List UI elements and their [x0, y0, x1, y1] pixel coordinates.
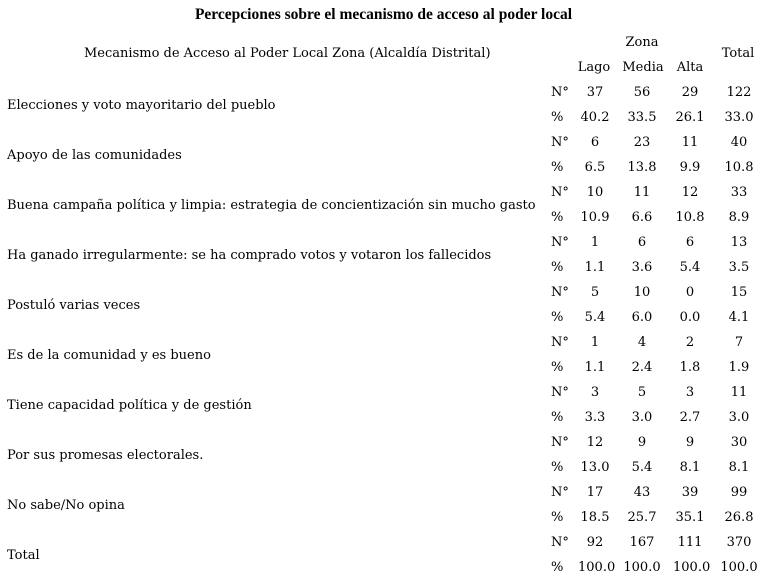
row-label: Postuló varias veces	[7, 298, 141, 313]
cell-total: 7	[734, 335, 744, 350]
cell-media: 13.8	[627, 160, 657, 175]
cell-media: 167	[629, 535, 655, 550]
cell-media: 10	[633, 285, 651, 300]
stat-percent-label: %	[551, 410, 564, 425]
cell-alta: 35.1	[675, 510, 705, 525]
cell-total: 26.8	[724, 510, 754, 525]
cell-alta: 26.1	[675, 110, 705, 125]
stat-count-label: N°	[551, 235, 569, 250]
cell-total: 370	[726, 535, 752, 550]
row-label: Es de la comunidad y es bueno	[7, 348, 211, 363]
cell-media: 100.0	[623, 560, 661, 575]
cell-media: 9	[637, 435, 647, 450]
cell-total: 100.0	[720, 560, 758, 575]
cell-alta: 111	[677, 535, 703, 550]
header-zona: Zona	[625, 35, 659, 50]
stat-percent-label: %	[551, 160, 564, 175]
cell-alta: 2.7	[679, 410, 701, 425]
cell-media: 5	[637, 385, 647, 400]
header-lago: Lago	[577, 60, 611, 75]
cell-total: 30	[730, 435, 748, 450]
stat-count-label: N°	[551, 285, 569, 300]
cell-media: 4	[637, 335, 647, 350]
cell-media: 23	[633, 135, 651, 150]
stat-percent-label: %	[551, 110, 564, 125]
cell-total: 4.1	[728, 310, 750, 325]
cell-media: 25.7	[627, 510, 657, 525]
cell-lago: 1.1	[584, 360, 606, 375]
stat-count-label: N°	[551, 135, 569, 150]
stat-count-label: N°	[551, 335, 569, 350]
cell-alta: 6	[685, 235, 695, 250]
cell-media: 3.0	[631, 410, 653, 425]
stat-count-label: N°	[551, 85, 569, 100]
cell-media: 5.4	[631, 460, 653, 475]
cell-media: 11	[633, 185, 651, 200]
cell-media: 6.0	[631, 310, 653, 325]
cell-lago: 10	[586, 185, 604, 200]
stat-count-label: N°	[551, 535, 569, 550]
header-alta: Alta	[676, 60, 704, 75]
cell-alta: 11	[681, 135, 699, 150]
cell-alta: 39	[681, 485, 699, 500]
cell-alta: 29	[681, 85, 699, 100]
cell-total: 40	[730, 135, 748, 150]
cell-lago: 5.4	[584, 310, 606, 325]
cell-alta: 10.8	[675, 210, 705, 225]
row-label: Apoyo de las comunidades	[7, 148, 182, 163]
row-label: Por sus promesas electorales.	[7, 448, 204, 463]
cell-alta: 1.8	[679, 360, 701, 375]
cell-media: 6.6	[631, 210, 653, 225]
cell-total: 3.5	[728, 260, 750, 275]
cell-lago: 40.2	[580, 110, 610, 125]
cell-lago: 10.9	[580, 210, 610, 225]
cell-lago: 5	[590, 285, 600, 300]
cell-total: 11	[730, 385, 748, 400]
cell-total: 122	[726, 85, 752, 100]
stat-percent-label: %	[551, 210, 564, 225]
cell-alta: 8.1	[679, 460, 701, 475]
cell-alta: 3	[685, 385, 695, 400]
header-total: Total	[721, 46, 755, 61]
row-label: Total	[7, 548, 40, 563]
cell-alta: 9	[685, 435, 695, 450]
header-mechanism: Mecanismo de Acceso al Poder Local Zona (Alcaldía Distrital)	[84, 46, 491, 61]
stat-percent-label: %	[551, 460, 564, 475]
cell-lago: 1.1	[584, 260, 606, 275]
stat-count-label: N°	[551, 485, 569, 500]
cell-lago: 13.0	[580, 460, 610, 475]
cell-media: 6	[637, 235, 647, 250]
cell-media: 56	[633, 85, 651, 100]
cell-total: 3.0	[728, 410, 750, 425]
cell-lago: 6	[590, 135, 600, 150]
stat-percent-label: %	[551, 260, 564, 275]
cell-total: 10.8	[724, 160, 754, 175]
cell-media: 2.4	[631, 360, 653, 375]
cell-total: 33.0	[724, 110, 754, 125]
cell-alta: 5.4	[679, 260, 701, 275]
cell-lago: 92	[586, 535, 604, 550]
cell-media: 3.6	[631, 260, 653, 275]
table-title: Percepciones sobre el mecanismo de acceso al poder local	[194, 6, 573, 23]
stat-percent-label: %	[551, 510, 564, 525]
cell-alta: 0.0	[679, 310, 701, 325]
stat-count-label: N°	[551, 185, 569, 200]
cell-media: 33.5	[627, 110, 657, 125]
cell-lago: 18.5	[580, 510, 610, 525]
cell-alta: 0	[685, 285, 695, 300]
stat-percent-label: %	[551, 310, 564, 325]
cell-alta: 9.9	[679, 160, 701, 175]
stat-percent-label: %	[551, 560, 564, 575]
stat-percent-label: %	[551, 360, 564, 375]
row-label: Ha ganado irregularmente: se ha comprado votos y votaron los fallecidos	[7, 248, 492, 263]
cell-media: 43	[633, 485, 651, 500]
row-label: No sabe/No opina	[7, 498, 125, 513]
row-label: Elecciones y voto mayoritario del pueblo	[7, 98, 276, 113]
cell-alta: 2	[685, 335, 695, 350]
cell-lago: 1	[590, 235, 600, 250]
cell-lago: 1	[590, 335, 600, 350]
cell-lago: 100.0	[578, 560, 616, 575]
cell-lago: 6.5	[584, 160, 606, 175]
cell-alta: 100.0	[673, 560, 711, 575]
cell-alta: 12	[681, 185, 699, 200]
cell-total: 99	[730, 485, 748, 500]
cell-total: 8.9	[728, 210, 750, 225]
row-label: Tiene capacidad política y de gestión	[7, 398, 252, 413]
cell-total: 1.9	[728, 360, 750, 375]
cell-total: 13	[730, 235, 748, 250]
cell-lago: 17	[586, 485, 604, 500]
stat-count-label: N°	[551, 385, 569, 400]
cell-total: 15	[730, 285, 748, 300]
row-label: Buena campaña política y limpia: estrategia de concientización sin mucho gasto	[7, 198, 536, 213]
cell-total: 8.1	[728, 460, 750, 475]
cell-total: 33	[730, 185, 748, 200]
cell-lago: 37	[586, 85, 604, 100]
cell-lago: 3.3	[584, 410, 606, 425]
cell-lago: 3	[590, 385, 600, 400]
stat-count-label: N°	[551, 435, 569, 450]
header-media: Media	[622, 60, 664, 75]
cell-lago: 12	[586, 435, 604, 450]
